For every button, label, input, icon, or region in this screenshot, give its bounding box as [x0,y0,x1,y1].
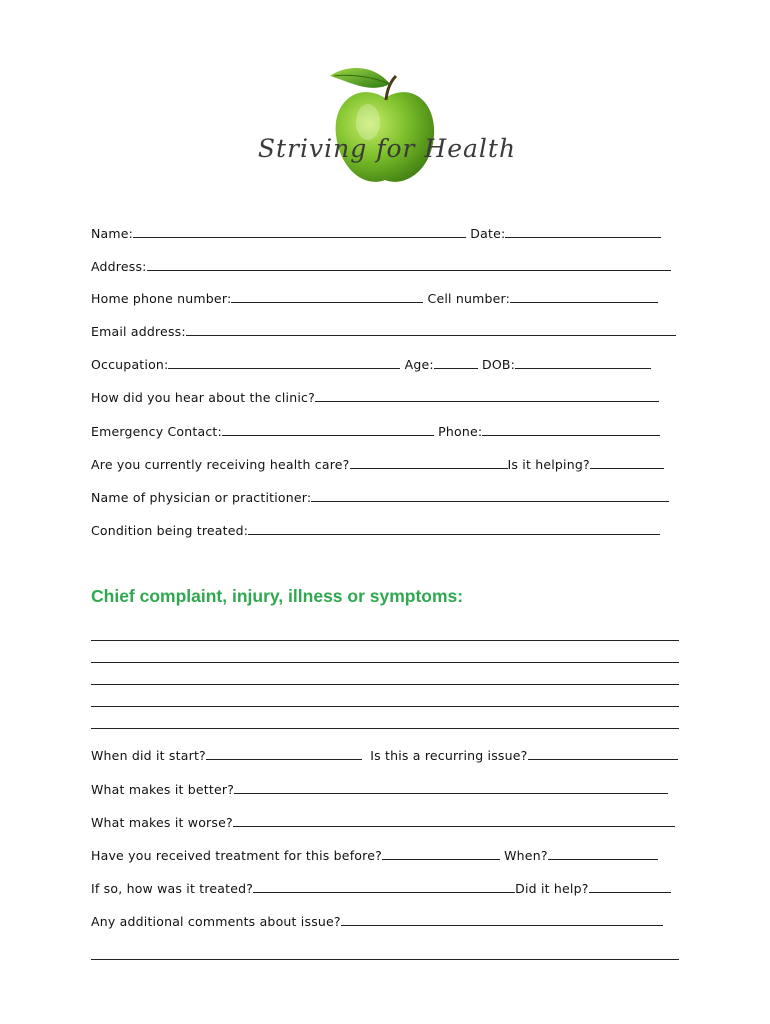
physician-label: Name of physician or practitioner: [91,490,312,505]
age-label: Age: [404,357,434,372]
email-row [91,324,676,339]
helping-label: Is it helping? [507,457,590,472]
start-label: When did it start? [91,748,206,763]
date-field[interactable] [505,226,661,238]
receiving-label: Are you currently receiving health care? [91,457,350,472]
brand-title: Striving for Health [257,134,517,163]
treated-before-field[interactable] [382,848,500,860]
date-label: Date: [470,226,506,241]
address-field[interactable] [147,259,671,271]
section-title: Chief complaint, injury, illness or symptoms: [91,586,464,606]
better-label: What makes it better? [91,782,235,797]
complaint-line[interactable] [91,706,679,707]
name-field[interactable] [133,226,466,238]
condition-field[interactable] [248,523,660,535]
address-row [91,259,671,274]
hear-field[interactable] [315,390,659,402]
name-label: Name: [91,226,134,241]
physician-row [91,490,669,505]
comments-label: Any additional comments about issue? [91,914,341,929]
emergency-label: Emergency Contact: [91,424,222,439]
comments-row [91,914,663,929]
physician-field[interactable] [311,490,669,502]
hear-label: How did you hear about the clinic? [91,390,315,405]
receiving-row [91,457,664,472]
complaint-line[interactable] [91,728,679,729]
emergency-row [91,424,660,439]
better-row [91,782,668,797]
dob-label: DOB: [482,357,516,372]
did-help-field[interactable] [589,881,671,893]
start-row [91,748,678,763]
apple-logo-icon [330,60,440,200]
occupation-field[interactable] [168,357,400,369]
dob-field[interactable] [515,357,651,369]
name-date-row [91,226,661,241]
age-field[interactable] [434,357,478,369]
helping-field[interactable] [590,457,664,469]
emergency-phone-field[interactable] [482,424,660,436]
when-label: When? [504,848,548,863]
occupation-label: Occupation: [91,357,169,372]
emergency-field[interactable] [222,424,434,436]
did-help-label: Did it help? [515,881,589,896]
comments-field[interactable] [341,914,663,926]
comments-line[interactable] [91,959,679,960]
when-field[interactable] [548,848,658,860]
complaint-line[interactable] [91,640,679,641]
worse-field[interactable] [233,815,675,827]
worse-row [91,815,675,830]
better-field[interactable] [234,782,668,794]
condition-label: Condition being treated: [91,523,249,538]
email-field[interactable] [186,324,676,336]
home-phone-field[interactable] [231,291,423,303]
emergency-phone-label: Phone: [438,424,483,439]
start-field[interactable] [206,748,362,760]
how-treated-row [91,881,671,896]
worse-label: What makes it worse? [91,815,233,830]
home-phone-label: Home phone number: [91,291,232,306]
treated-before-label: Have you received treatment for this before? [91,848,382,863]
email-label: Email address: [91,324,186,339]
how-treated-field[interactable] [253,881,515,893]
address-label: Address: [91,259,147,274]
how-treated-label: If so, how was it treated? [91,881,254,896]
cell-label: Cell number: [427,291,511,306]
receiving-field[interactable] [350,457,508,469]
logo [230,52,530,202]
hear-row [91,390,659,405]
occupation-row [91,357,651,372]
complaint-line[interactable] [91,684,679,685]
cell-field[interactable] [510,291,658,303]
recurring-label: Is this a recurring issue? [370,748,528,763]
phone-row [91,291,658,306]
condition-row [91,523,660,538]
complaint-line[interactable] [91,662,679,663]
treated-before-row [91,848,658,863]
recurring-field[interactable] [528,748,678,760]
